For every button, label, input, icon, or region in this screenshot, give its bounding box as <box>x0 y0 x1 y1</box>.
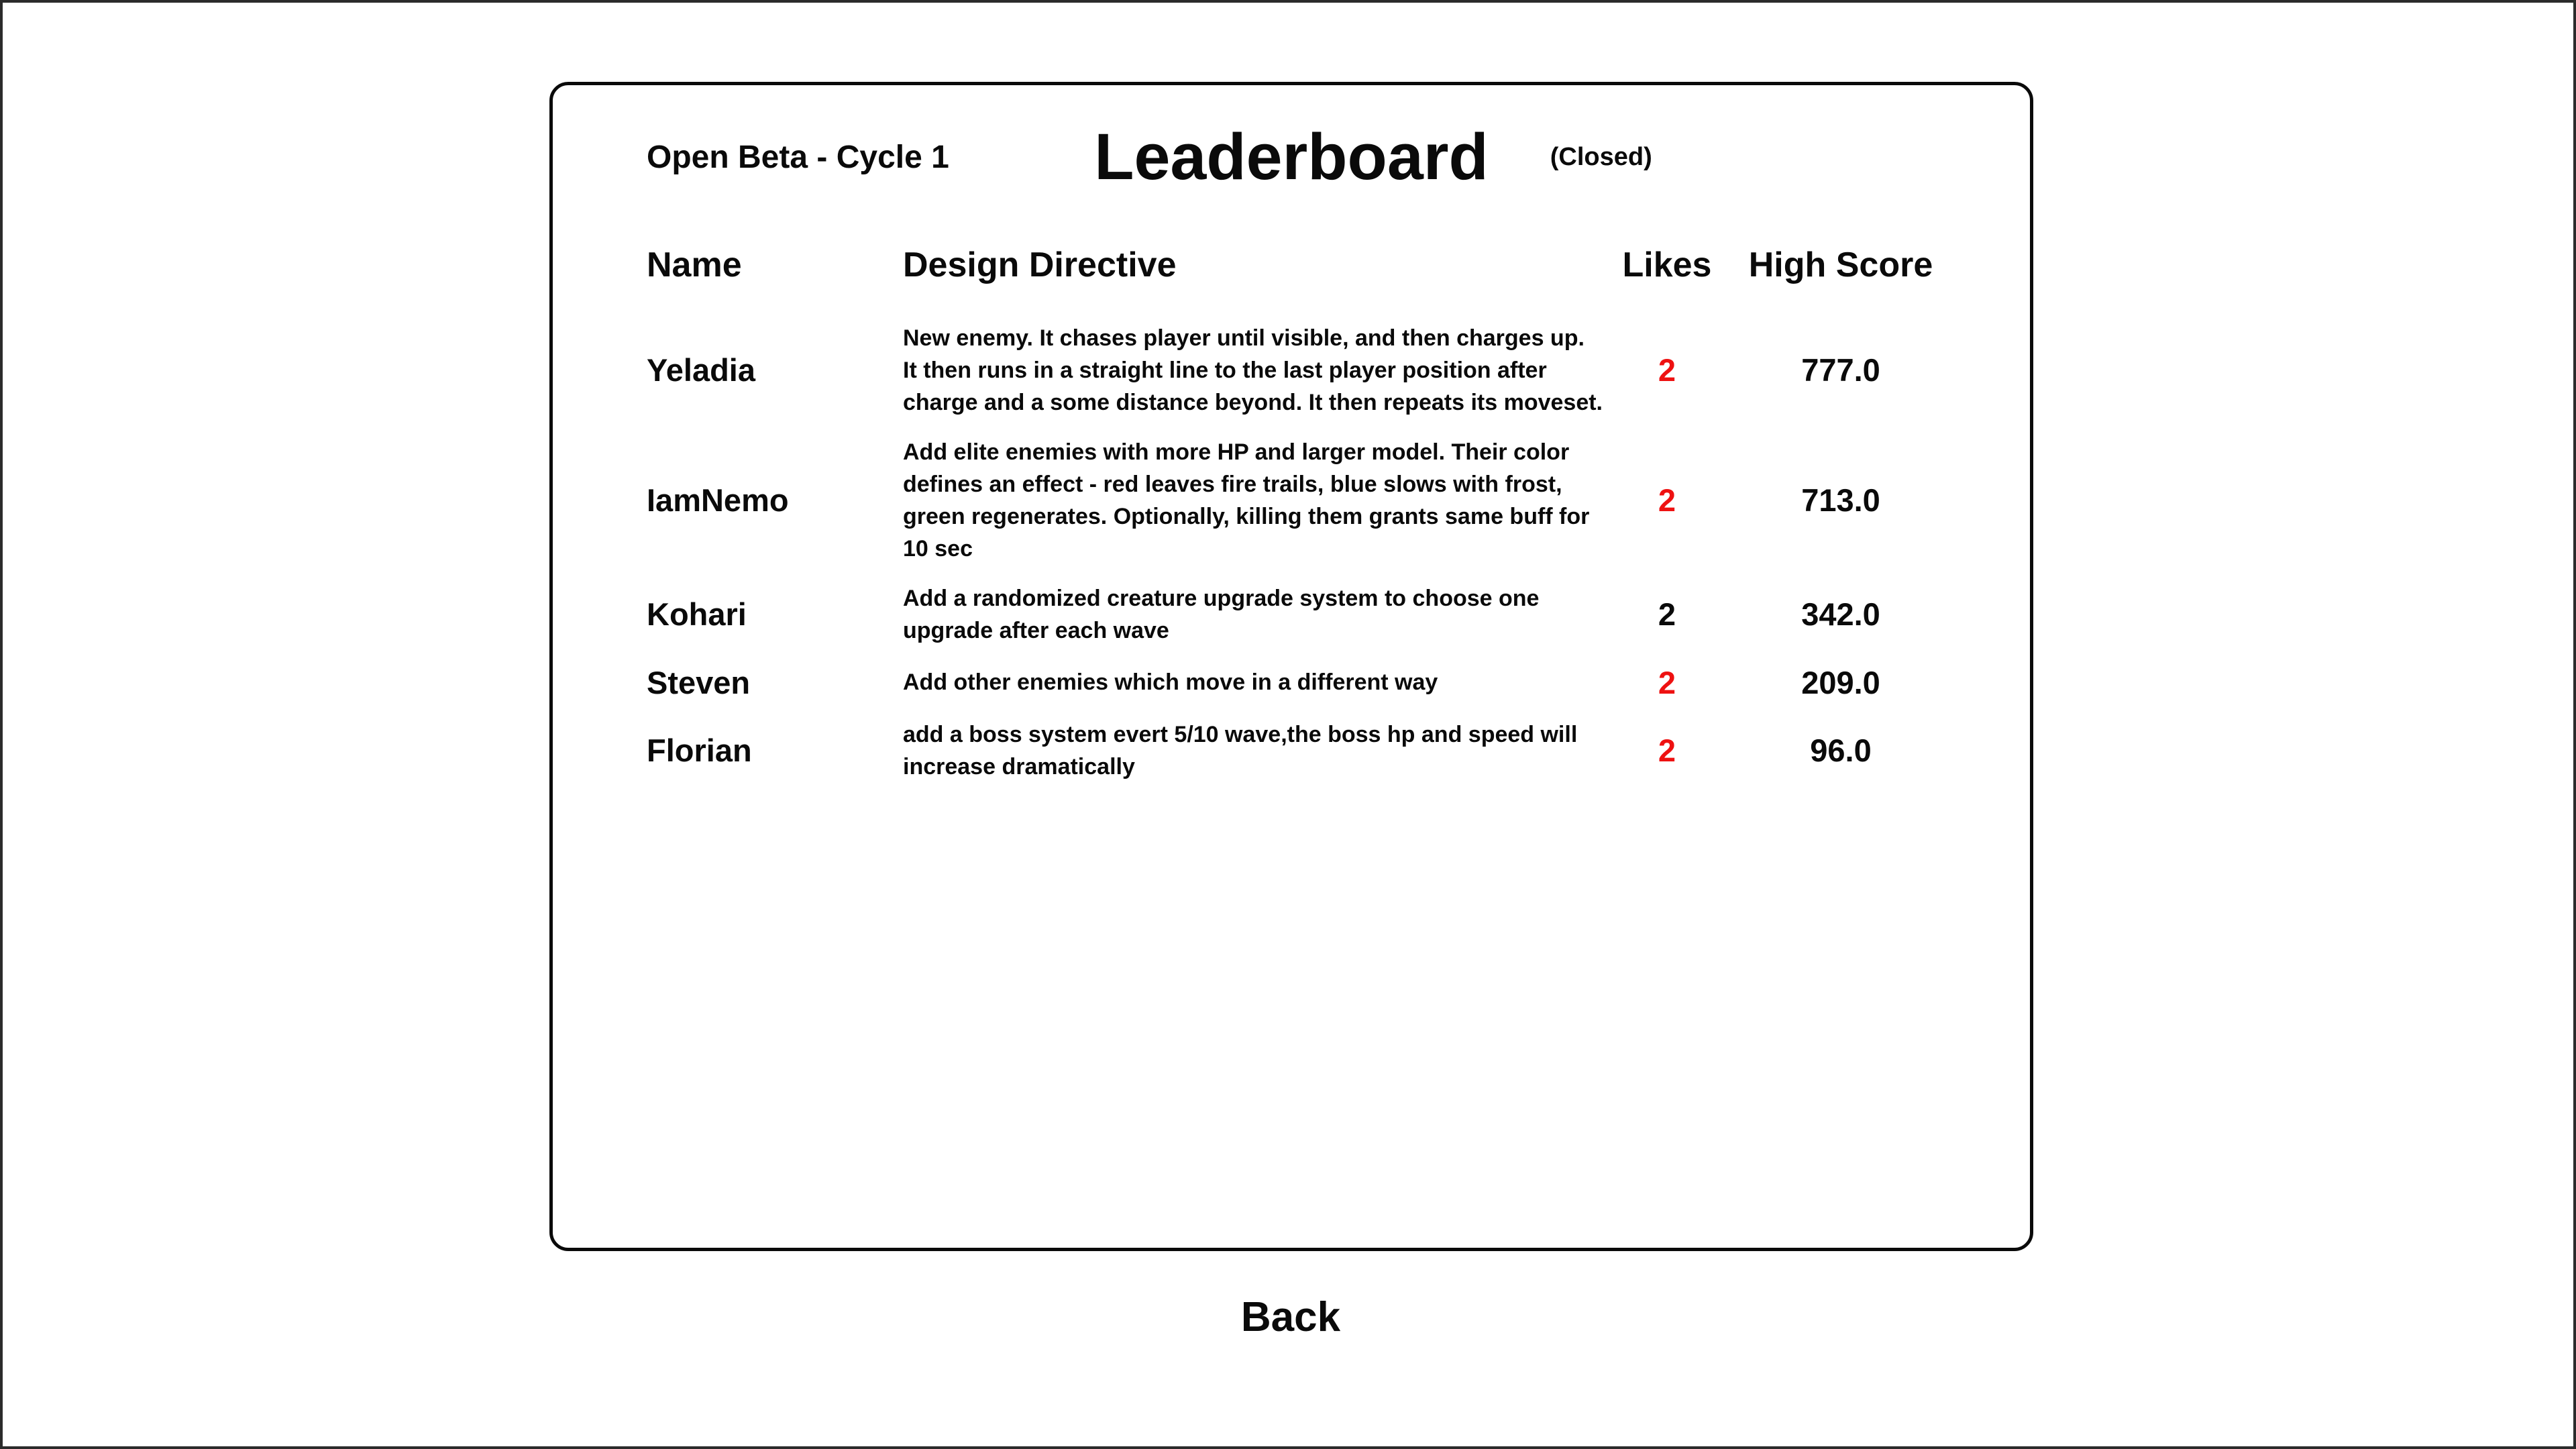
likes-count: 2 <box>1658 596 1676 633</box>
table-row <box>553 582 2030 647</box>
high-score: 96.0 <box>1810 733 1872 769</box>
likes-count: 2 <box>1658 482 1676 519</box>
table-row <box>553 664 2030 701</box>
high-score: 777.0 <box>1801 352 1880 388</box>
design-directive: Add elite enemies with more HP and larger model. Their color defines an effect - red leaves fire trails, blue slows with frost, green regenerates. Optionally, killing them grants same buff for 10 sec <box>903 439 1590 561</box>
likes-count: 2 <box>1658 664 1676 700</box>
panel-header <box>553 121 2030 193</box>
table-header-row <box>553 245 2030 285</box>
table-row <box>553 322 2030 419</box>
likes-count: 2 <box>1658 733 1676 769</box>
leaderboard-rows <box>553 322 2030 783</box>
player-name: Florian <box>647 733 752 769</box>
back-button[interactable]: Back <box>3 1295 2576 1340</box>
high-score: 209.0 <box>1801 664 1880 700</box>
column-header-likes: Likes <box>1622 245 1712 284</box>
design-directive: Add a randomized creature upgrade system to choose one upgrade after each wave <box>903 585 1540 643</box>
table-row <box>553 718 2030 783</box>
column-header-design-directive: Design Directive <box>903 245 1177 284</box>
column-header-high-score: High Score <box>1748 245 1933 284</box>
design-directive: add a boss system evert 5/10 wave,the boss hp and speed will increase dramatically <box>903 721 1578 780</box>
leaderboard-panel <box>549 82 2033 1251</box>
page-title: Leaderboard <box>1094 120 1489 193</box>
likes-count: 2 <box>1658 352 1676 388</box>
column-header-name: Name <box>647 245 742 284</box>
status-badge: (Closed) <box>1550 142 1652 171</box>
player-name: Yeladia <box>647 352 755 388</box>
player-name: Kohari <box>647 596 747 633</box>
high-score: 713.0 <box>1801 482 1880 519</box>
player-name: IamNemo <box>647 482 789 519</box>
table-row <box>553 436 2030 565</box>
player-name: Steven <box>647 664 751 700</box>
design-directive: New enemy. It chases player until visible, and then charges up. It then runs in a straight line to the last player position after charge and a some distance beyond. It then repeats its moveset. <box>903 325 1603 415</box>
design-directive: Add other enemies which move in a different way <box>903 669 1438 696</box>
high-score: 342.0 <box>1801 596 1880 633</box>
cycle-label: Open Beta - Cycle 1 <box>647 139 949 175</box>
